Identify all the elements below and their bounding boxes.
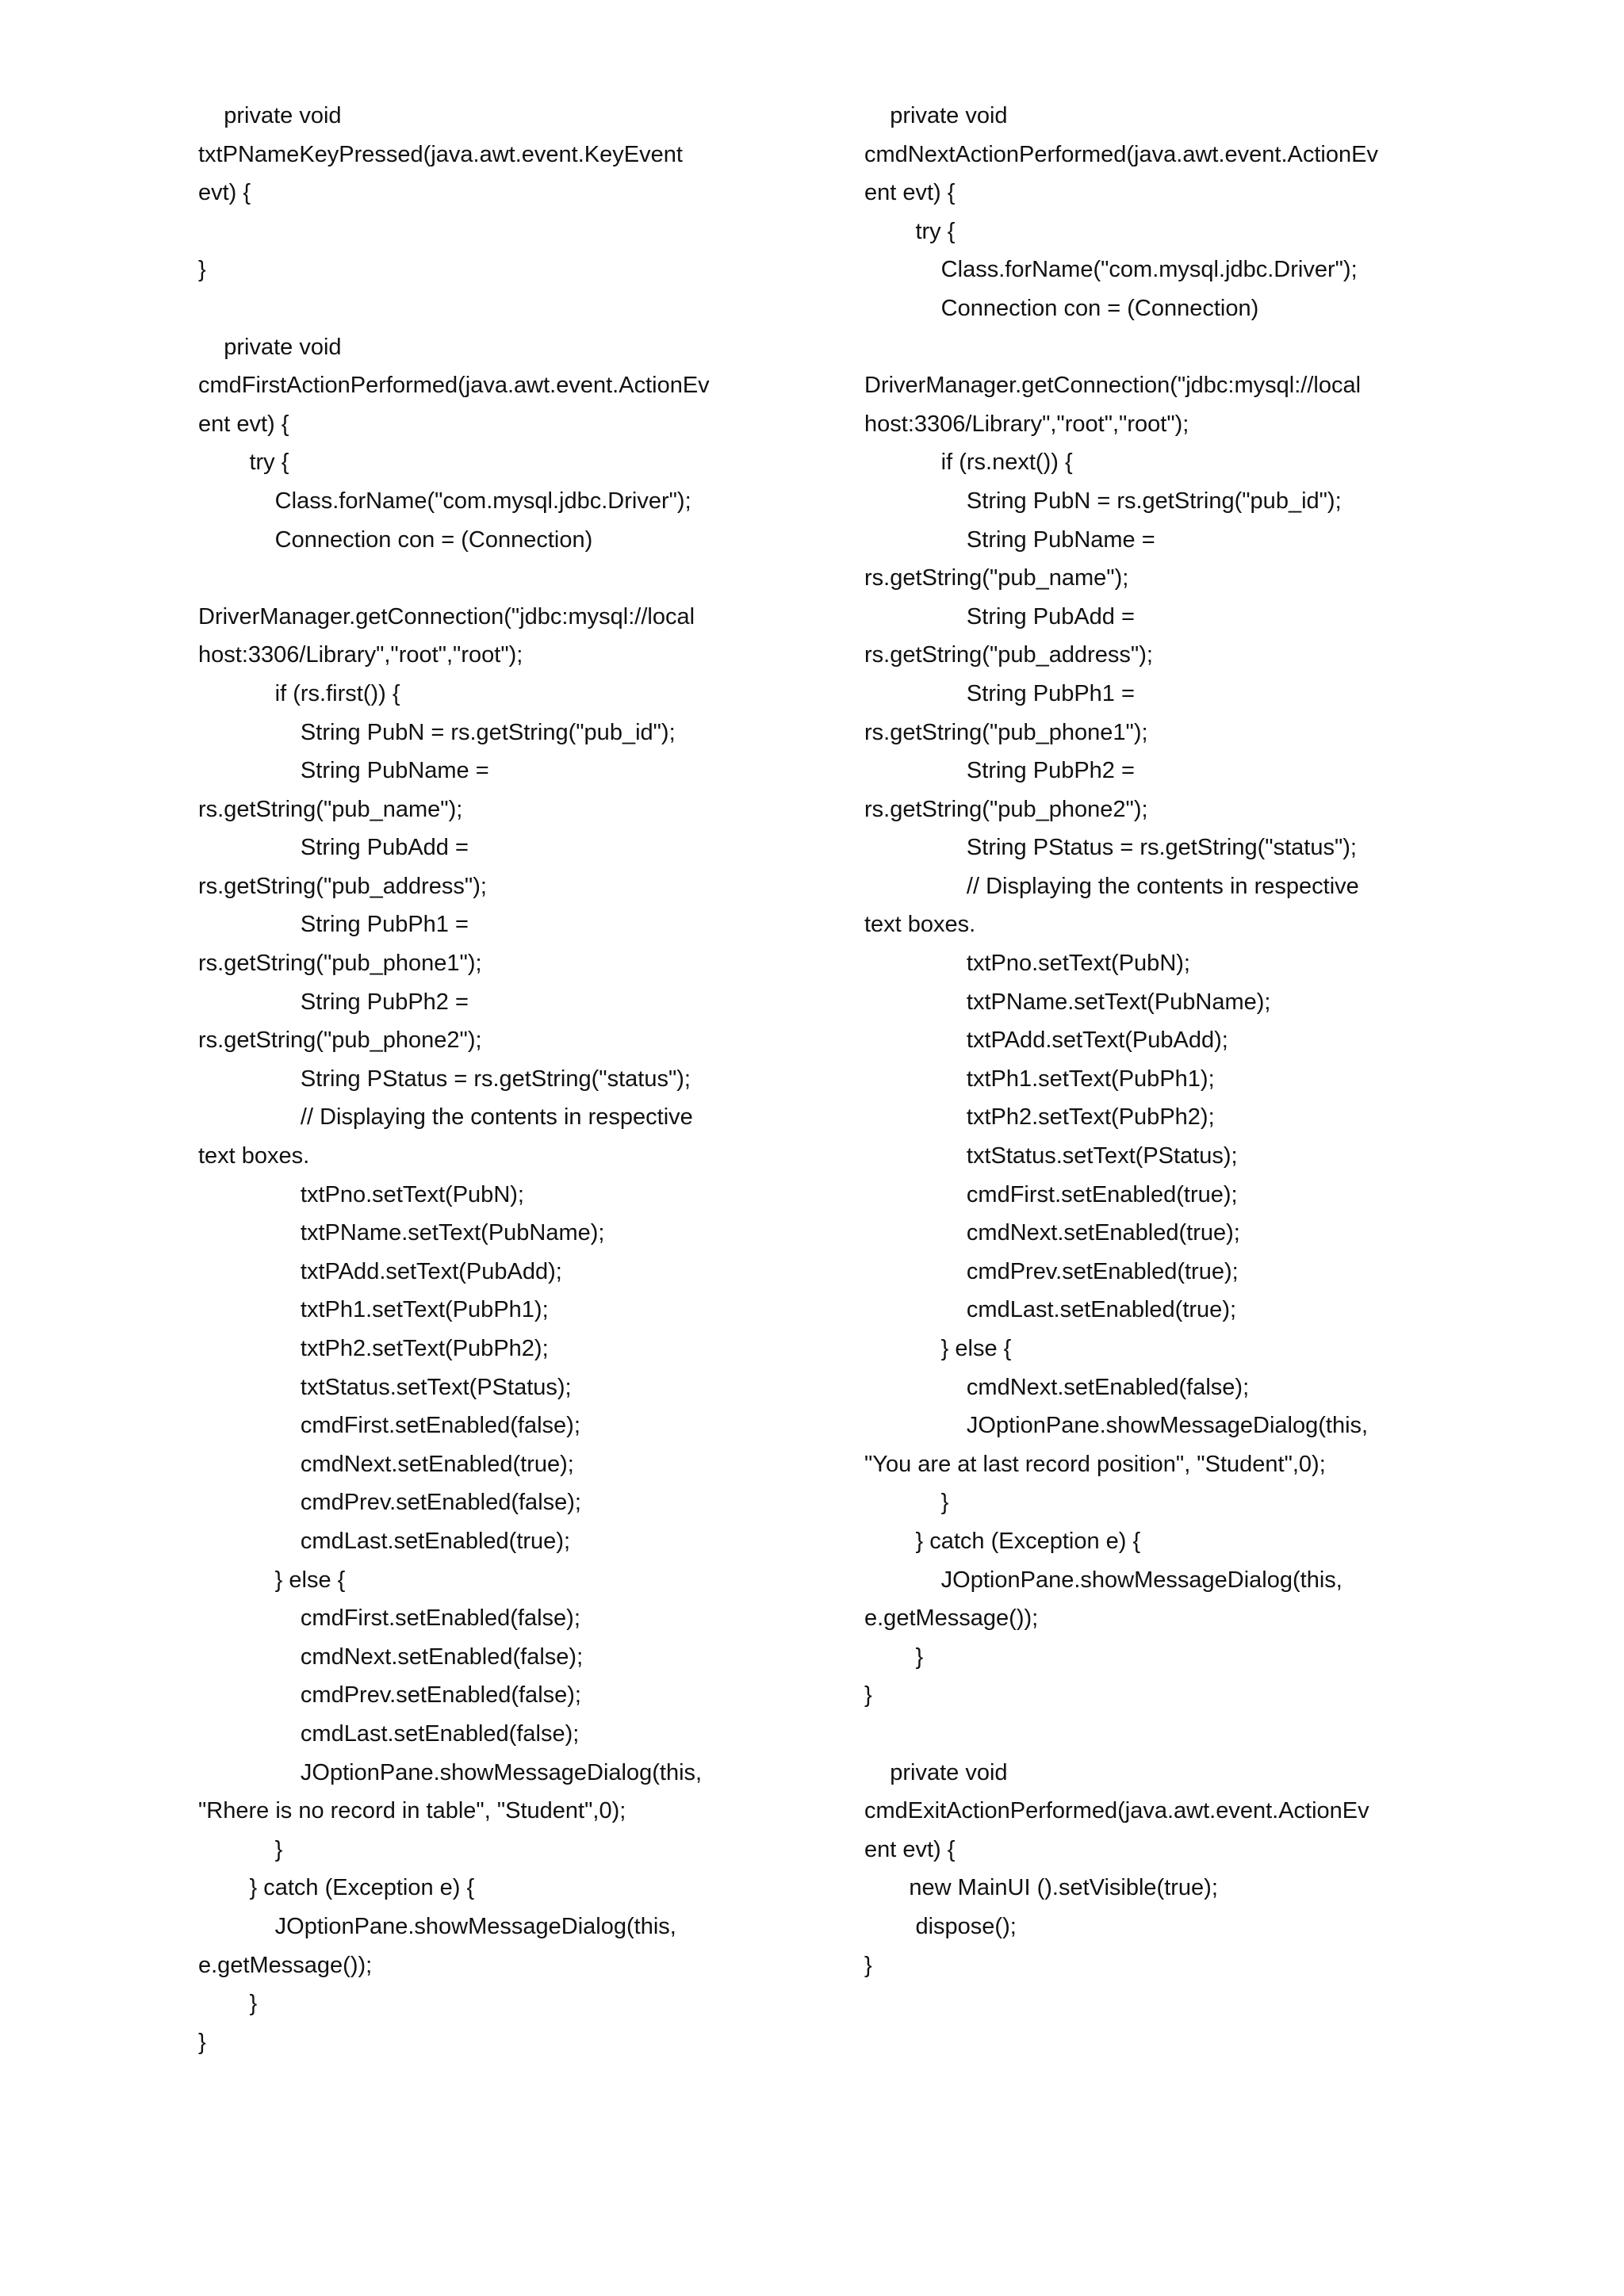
- code-line: cmdFirstActionPerformed(java.awt.event.ActionEv: [198, 373, 710, 399]
- code-line: txtPName.setText(PubName);: [864, 989, 1271, 1015]
- code-line: cmdFirst.setEnabled(false);: [198, 1413, 580, 1439]
- code-line: Connection con = (Connection): [864, 295, 1259, 321]
- code-line: [198, 289, 801, 328]
- code-line: JOptionPane.showMessageDialog(this,: [864, 1567, 1342, 1593]
- code-line: rs.getString("pub_phone1");: [198, 951, 482, 977]
- code-line: new MainUI ().setVisible(true);: [864, 1875, 1218, 1901]
- code-line: cmdNext.setEnabled(false);: [864, 1374, 1250, 1400]
- code-line: JOptionPane.showMessageDialog(this,: [198, 1913, 676, 1939]
- code-line: host:3306/Library","root","root");: [864, 411, 1189, 437]
- code-line: if (rs.first()) {: [198, 680, 400, 706]
- code-line: String PubName =: [864, 526, 1155, 553]
- code-line: ent evt) {: [864, 180, 956, 206]
- code-line: rs.getString("pub_name");: [198, 796, 463, 822]
- code-line: String PubName =: [198, 758, 489, 784]
- code-line: // Displaying the contents in respective: [864, 873, 1359, 899]
- code-line: String PStatus = rs.getString("status");: [198, 1066, 691, 1092]
- code-line: txtPAdd.setText(PubAdd);: [864, 1027, 1228, 1054]
- left-code-column: [198, 97, 801, 2061]
- code-line: [864, 328, 1467, 367]
- code-line: text boxes.: [864, 912, 976, 938]
- code-line: "Rhere is no record in table", "Student",0);: [198, 1798, 626, 1824]
- code-line: ent evt) {: [198, 411, 289, 437]
- code-line: String PubPh1 =: [864, 680, 1135, 706]
- code-line: txtPName.setText(PubName);: [198, 1220, 605, 1246]
- code-line: dispose();: [864, 1913, 1017, 1939]
- code-line: private void: [198, 334, 342, 360]
- code-line: txtStatus.setText(PStatus);: [864, 1143, 1238, 1169]
- code-line: } catch (Exception e) {: [864, 1528, 1141, 1554]
- code-line: [198, 559, 801, 598]
- code-line: text boxes.: [198, 1143, 310, 1169]
- code-line: e.getMessage());: [198, 1952, 373, 1978]
- code-line: }: [198, 2029, 206, 2055]
- code-line: rs.getString("pub_phone1");: [864, 719, 1148, 745]
- code-line: rs.getString("pub_name");: [864, 565, 1129, 591]
- code-line: evt) {: [198, 180, 251, 206]
- code-line: DriverManager.getConnection("jdbc:mysql://local: [864, 373, 1362, 399]
- code-line: "You are at last record position", "Student",0);: [864, 1451, 1326, 1477]
- code-line: }: [198, 1836, 283, 1862]
- code-line: private void: [198, 103, 342, 128]
- code-line: Connection con = (Connection): [198, 526, 593, 553]
- code-line: host:3306/Library","root","root");: [198, 642, 523, 668]
- code-line: e.getMessage());: [864, 1605, 1039, 1632]
- code-line: } else {: [864, 1336, 1012, 1361]
- code-line: cmdExitActionPerformed(java.awt.event.ActionEv: [864, 1798, 1369, 1824]
- code-line: rs.getString("pub_address");: [198, 873, 487, 899]
- code-line: String PubPh1 =: [198, 912, 469, 938]
- code-line: JOptionPane.showMessageDialog(this,: [864, 1413, 1369, 1439]
- code-line: String PubAdd =: [198, 835, 469, 861]
- code-line: ent evt) {: [864, 1836, 956, 1862]
- code-line: private void: [864, 103, 1008, 128]
- code-line: JOptionPane.showMessageDialog(this,: [198, 1759, 703, 1785]
- code-line: Class.forName("com.mysql.jdbc.Driver");: [864, 257, 1358, 283]
- code-line: rs.getString("pub_phone2");: [198, 1027, 482, 1054]
- code-line: [864, 1715, 1467, 1754]
- code-line: txtPh2.setText(PubPh2);: [198, 1336, 549, 1361]
- code-line: txtStatus.setText(PStatus);: [198, 1374, 572, 1400]
- code-line: }: [864, 1644, 924, 1670]
- code-line: cmdPrev.setEnabled(false);: [198, 1682, 581, 1709]
- code-line: String PubAdd =: [864, 603, 1135, 629]
- code-line: try {: [864, 218, 956, 244]
- code-line: String PubN = rs.getString("pub_id");: [864, 488, 1342, 514]
- code-line: cmdNext.setEnabled(false);: [198, 1644, 584, 1670]
- code-line: try {: [198, 450, 289, 476]
- code-line: txtPno.setText(PubN);: [198, 1181, 524, 1207]
- code-line: String PubN = rs.getString("pub_id");: [198, 719, 676, 745]
- code-line: Class.forName("com.mysql.jdbc.Driver");: [198, 488, 691, 514]
- code-line: cmdLast.setEnabled(true);: [198, 1528, 571, 1554]
- code-line: }: [864, 1490, 949, 1516]
- code-line: // Displaying the contents in respective: [198, 1104, 693, 1131]
- code-line: cmdNextActionPerformed(java.awt.event.ActionEv: [864, 141, 1378, 167]
- code-line: txtPh1.setText(PubPh1);: [198, 1297, 549, 1323]
- code-line: txtPAdd.setText(PubAdd);: [198, 1258, 562, 1284]
- code-line: String PStatus = rs.getString("status");: [864, 835, 1357, 861]
- code-line: DriverManager.getConnection("jdbc:mysql://local: [198, 603, 695, 629]
- code-line: rs.getString("pub_address");: [864, 642, 1153, 668]
- code-line: [198, 212, 801, 251]
- code-line: }: [864, 1952, 872, 1978]
- code-line: txtPNameKeyPressed(java.awt.event.KeyEvent: [198, 141, 683, 167]
- code-line: rs.getString("pub_phone2");: [864, 796, 1148, 822]
- code-line: }: [198, 1991, 258, 2017]
- code-line: private void: [864, 1759, 1008, 1785]
- code-line: String PubPh2 =: [864, 758, 1135, 784]
- code-line: String PubPh2 =: [198, 989, 469, 1015]
- right-code-column: [864, 97, 1467, 1984]
- code-line: txtPh2.setText(PubPh2);: [864, 1104, 1215, 1131]
- code-line: cmdPrev.setEnabled(false);: [198, 1490, 581, 1516]
- code-line: }: [198, 257, 206, 283]
- code-line: cmdNext.setEnabled(true);: [864, 1220, 1240, 1246]
- code-line: txtPh1.setText(PubPh1);: [864, 1066, 1215, 1092]
- code-line: cmdFirst.setEnabled(true);: [864, 1181, 1238, 1207]
- code-line: if (rs.next()) {: [864, 450, 1073, 476]
- code-line: } catch (Exception e) {: [198, 1875, 475, 1901]
- code-line: cmdLast.setEnabled(true);: [864, 1297, 1237, 1323]
- code-line: }: [864, 1682, 872, 1709]
- code-line: cmdNext.setEnabled(true);: [198, 1451, 574, 1477]
- code-line: cmdPrev.setEnabled(true);: [864, 1258, 1239, 1284]
- code-line: } else {: [198, 1567, 346, 1593]
- code-line: txtPno.setText(PubN);: [864, 951, 1190, 977]
- code-line: cmdLast.setEnabled(false);: [198, 1720, 580, 1747]
- code-line: cmdFirst.setEnabled(false);: [198, 1605, 580, 1632]
